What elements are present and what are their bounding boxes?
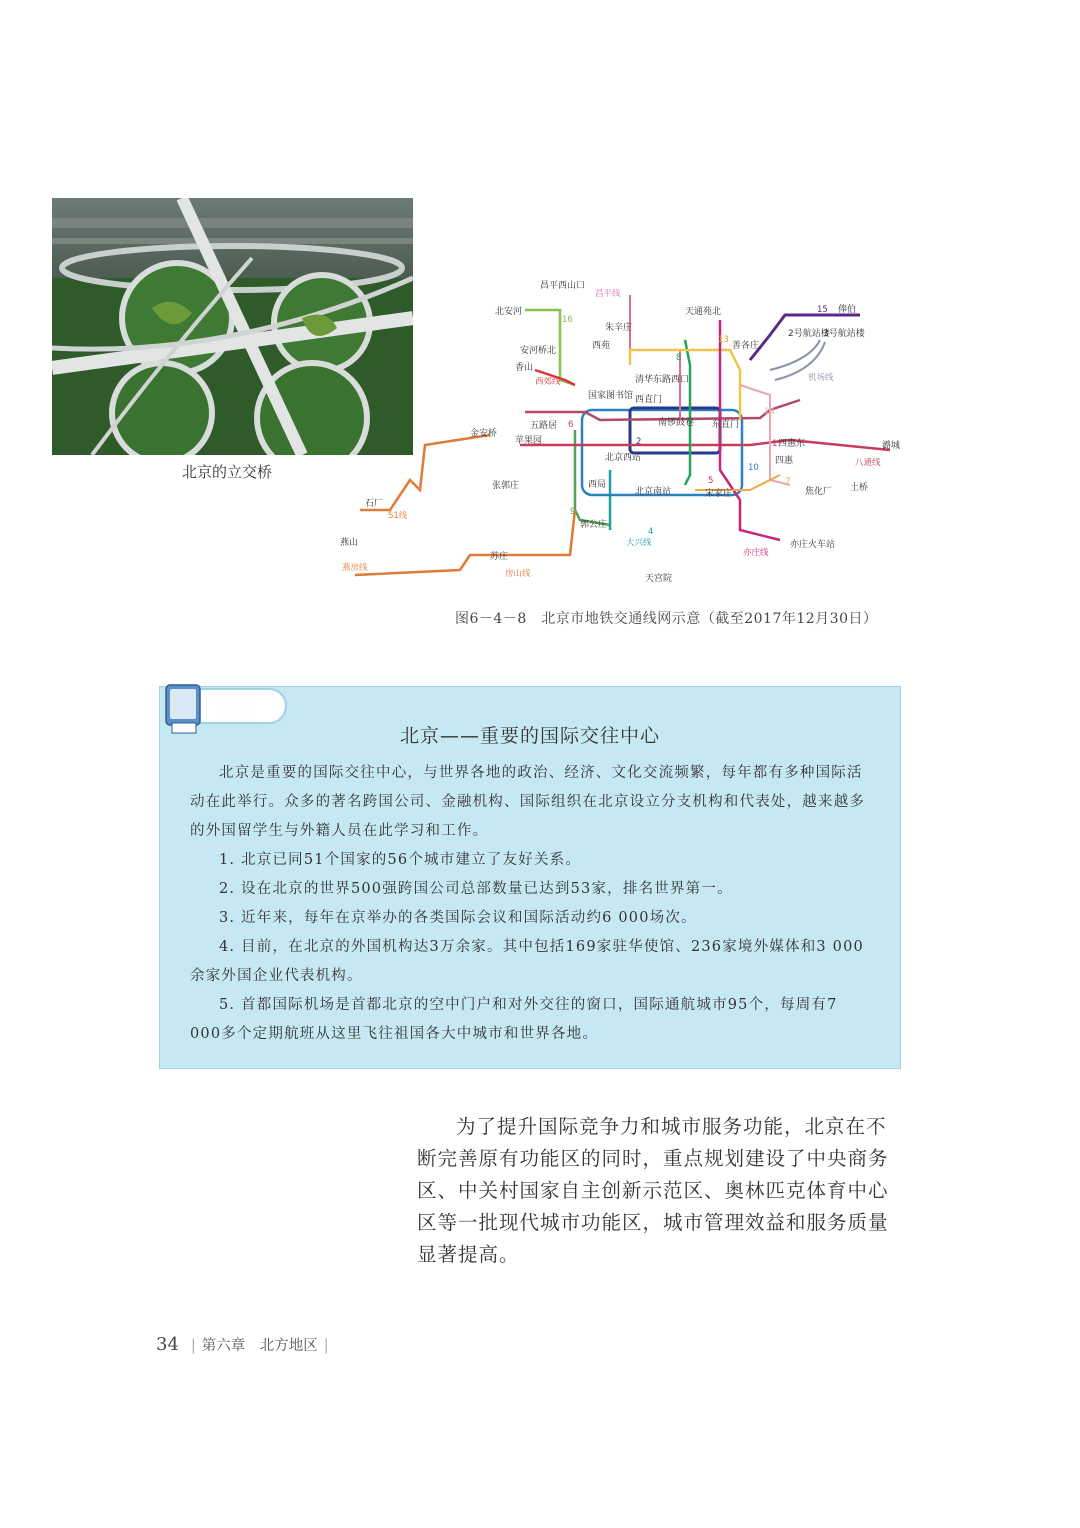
- line-number: 8: [676, 353, 682, 363]
- station-label: 西直门: [635, 395, 663, 405]
- line-number: 2: [636, 437, 642, 447]
- line-label: 昌平线: [595, 289, 621, 299]
- line-label: 西郊线: [535, 377, 561, 387]
- station-label: 郭公庄: [580, 520, 608, 530]
- station-label: 国家图书馆: [588, 391, 634, 401]
- chapter-title: 第六章 北方地区: [201, 1338, 318, 1354]
- airport-label: 3号航站楼: [823, 329, 865, 339]
- reading-paragraph: 4. 目前，在北京的外国机构达3万余家。其中包括169家驻华使馆、236家境外媒体和3 000余家外国企业代表机构。: [190, 939, 864, 984]
- reading-box: [159, 686, 901, 1069]
- station-label: 土桥: [850, 483, 869, 493]
- station-label: 东直门: [712, 420, 740, 430]
- line-number: 14: [764, 407, 775, 417]
- airport-label: 2号航站楼: [788, 329, 830, 339]
- footer-divider: |: [323, 1338, 329, 1354]
- footer-divider: |: [190, 1338, 196, 1354]
- figure-caption: 图6－4－8 北京市地铁交通线网示意（截至2017年12月30日）: [455, 611, 878, 627]
- line-number: 4: [648, 527, 654, 537]
- reading-paragraph: 2. 设在北京的世界500强跨国公司总部数量已达到53家，排名世界第一。: [219, 881, 733, 897]
- reading-paragraph: 3. 近年来，每年在京举办的各类国际会议和国际活动约6 000场次。: [219, 910, 697, 926]
- station-label: 潞城: [882, 441, 901, 451]
- station-label: 亦庄火车站: [790, 540, 836, 550]
- line-label: 大兴线: [626, 538, 652, 548]
- station-label: 北安河: [495, 307, 523, 317]
- line-number: 15: [817, 305, 828, 315]
- station-label: 天宫院: [645, 574, 673, 584]
- subway-map: [330, 270, 910, 600]
- line-number: 13: [718, 335, 729, 345]
- station-label: 朱辛庄: [605, 323, 633, 333]
- station-label: 清华东路西口: [635, 375, 690, 385]
- station-label: 宋家庄: [705, 489, 733, 499]
- line-label: 八通线: [855, 458, 881, 468]
- station-label: 西局: [588, 480, 607, 490]
- reading-paragraph: 5. 首都国际机场是首都北京的空中门户和对外交往的窗口，国际通航城市95个，每周有7 000多个定期航班从这里飞往祖国各大中城市和世界各地。: [190, 997, 838, 1042]
- station-label: 昌平西山口: [540, 281, 586, 291]
- page-footer: [156, 1334, 335, 1355]
- page-number: 34: [156, 1334, 179, 1355]
- reading-badge-label: 阅读: [214, 696, 253, 718]
- line-label: 房山线: [505, 569, 531, 579]
- line-label: 机场线: [808, 373, 834, 383]
- station-label: 四惠: [775, 456, 794, 466]
- reading-paragraph: 北京是重要的国际交往中心，与世界各地的政治、经济、文化交流频繁，每年都有多种国际活动在此举行。众多的著名跨国公司、金融机构、国际组织在北京设立分支机构和代表处，越来越多的外国留学生与外籍人员在此学习和工作。: [190, 765, 866, 839]
- line-number: 6: [568, 420, 574, 430]
- station-label: 焦化厂: [805, 487, 833, 497]
- station-label: 石厂: [365, 499, 384, 509]
- station-label: 金安桥: [470, 429, 498, 439]
- station-label: 四惠东: [778, 439, 806, 449]
- line-label: 燕房线: [342, 563, 368, 573]
- reading-paragraph: 1. 北京已同51个国家的56个城市建立了友好关系。: [219, 852, 582, 868]
- reading-title: 北京——重要的国际交往中心: [399, 725, 660, 747]
- line-number: 7: [785, 477, 791, 487]
- photo-caption: 北京的立交桥: [182, 463, 273, 481]
- station-label: 南锣鼓巷: [658, 418, 695, 428]
- station-label: 苹果园: [515, 436, 543, 446]
- main-paragraph: 为了提升国际竞争力和城市服务功能，北京在不断完善原有功能区的同时，重点规划建设了中央商务区、中关村国家自主创新示范区、奥林匹克体育中心区等一批现代城市功能区，城市管理效益和服务质量显著提高。: [417, 1115, 889, 1266]
- reading-body: [190, 759, 870, 1049]
- line-label: S1线: [388, 511, 408, 521]
- station-label: 苏庄: [490, 552, 509, 562]
- line-number: 1: [772, 439, 778, 449]
- station-label: 北京南站: [635, 487, 672, 497]
- station-label: 天通苑北: [685, 307, 722, 317]
- station-label: 西苑: [592, 341, 611, 351]
- line-number: 16: [562, 315, 573, 325]
- station-label: 北京西站: [605, 453, 642, 463]
- station-label: 香山: [515, 363, 534, 373]
- station-label: 善各庄: [732, 341, 760, 351]
- station-label: 张郭庄: [492, 481, 520, 491]
- line-number: 5: [708, 476, 714, 486]
- station-label: 俸伯: [838, 305, 857, 315]
- line-8: [685, 340, 690, 485]
- station-label: 五路居: [530, 421, 558, 431]
- station-label: 安河桥北: [520, 346, 557, 356]
- line-number: 9: [570, 507, 576, 517]
- station-label: 燕山: [340, 538, 359, 548]
- line-label: 亦庄线: [743, 548, 769, 558]
- line-number: 10: [748, 463, 759, 473]
